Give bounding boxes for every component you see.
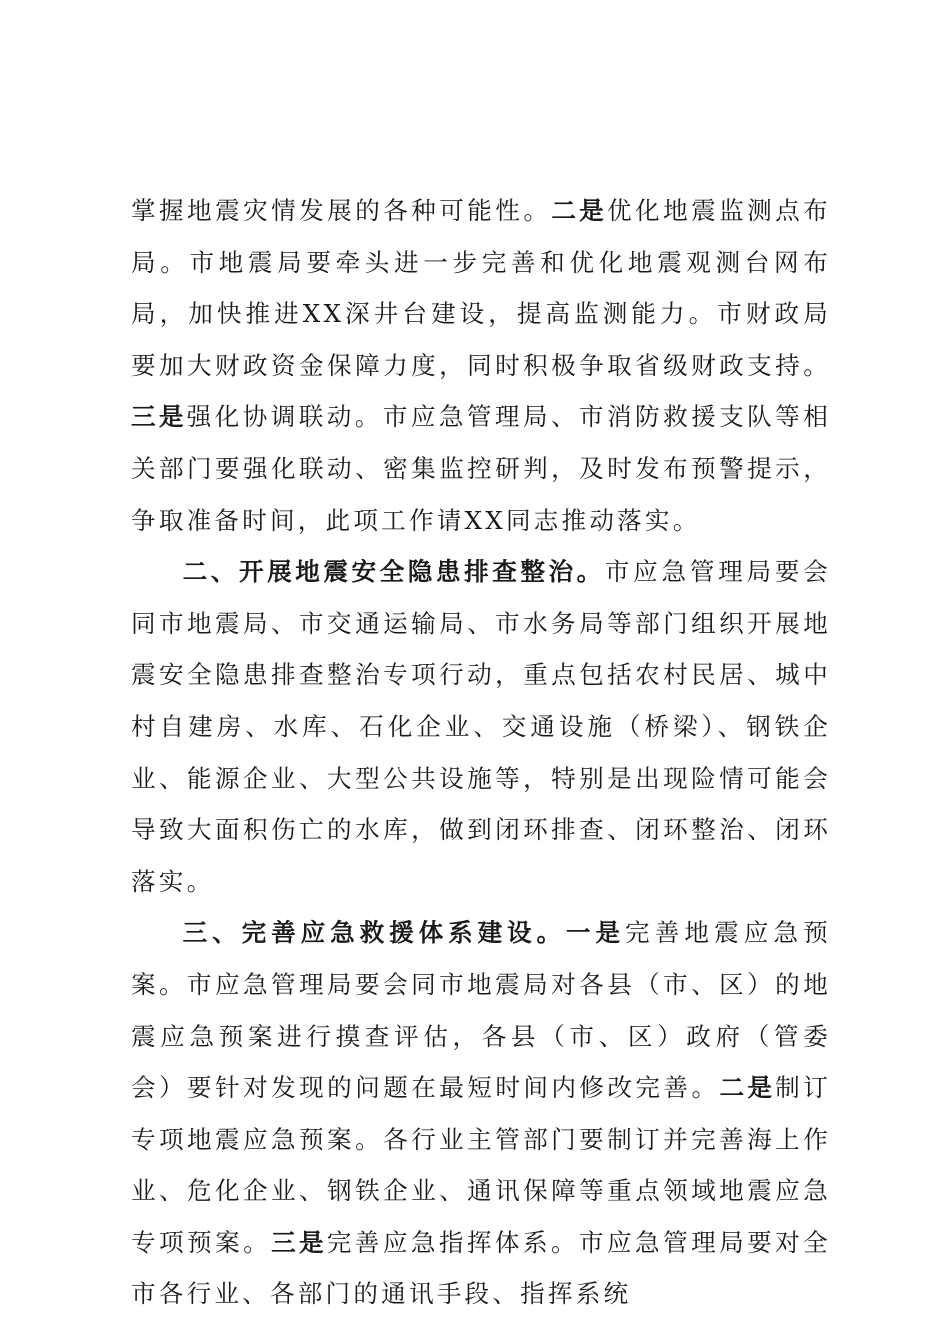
text-segment: 制订专项地震应急预案。各行业主管部门要制订并完善海上作业、危化企业、钢铁企业、通讯保障等重点领域地震应急专项预案。: [131, 1073, 831, 1257]
paragraph-3: [131, 907, 831, 1320]
section-heading: 三、完善应急救援体系建设。: [182, 918, 567, 948]
section-heading: 二、开展地震安全隐患排查整治。: [182, 557, 605, 587]
bold-lead-in: 二是: [551, 196, 608, 225]
text-segment: 优化地震监测点布局。市地震局要牵头进一步完善和优化地震观测台网布局，加快推进XX深井台建设，提高监测能力。市财政局要加大财政资金保障力度，同时积极争取省级财政支持。: [131, 196, 831, 380]
bold-lead-in: 二是: [719, 1073, 776, 1103]
text-segment: 完善地震应急预案。市应急管理局要会同市地震局对各县（市、区）的地震应急预案进行摸查评估，各县（市、区）政府（管委会）要针对发现的问题在最短时间内修改完善。: [131, 918, 831, 1103]
text-segment: 强化协调联动。市应急管理局、市消防救援支队等相关部门要强化联动、密集监控研判，及时发布预警提示，争取准备时间，此项工作请XX同志推动落实。: [131, 402, 831, 535]
text-segment: 掌握地震灾情发展的各种可能性。: [131, 196, 552, 225]
bold-lead-in: 三是: [131, 402, 187, 432]
text-segment: 市应急管理局要会同市地震局、市交通运输局、市水务局等部门组织开展地震安全隐患排查整治专项行动，重点包括农村民居、城中村自建房、水库、石化企业、交通设施（桥梁）、钢铁企业、能源企业、大型公共设施等，特别是出现险情可能会导致大面积伤亡的水库，做到闭环排查、闭环整治、闭环落实。: [131, 557, 831, 896]
paragraph-1: [131, 185, 831, 546]
paragraph-2: [131, 546, 831, 907]
bold-lead-in: 一是: [566, 918, 626, 948]
document-body: [131, 185, 831, 1320]
text-segment: 完善应急指挥体系。市应急管理局要对全市各行业、各部门的通讯手段、指挥系统: [131, 1227, 831, 1309]
bold-lead-in: 三是: [271, 1227, 327, 1257]
